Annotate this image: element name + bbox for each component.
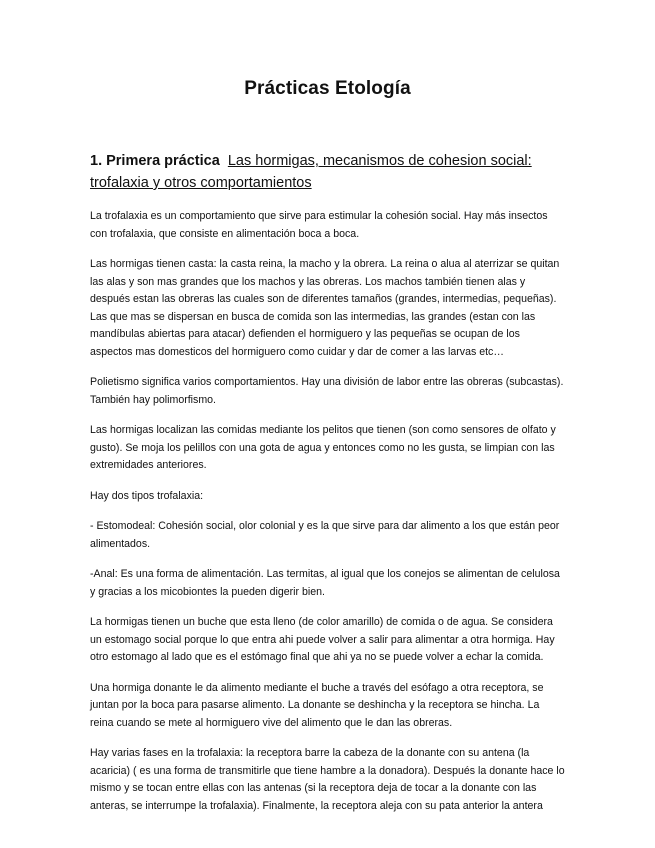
paragraph-7: -Anal: Es una forma de alimentación. Las termitas, al igual que los conejos se alimentan de celulosa y gracias a los micobiontes la pueden digerir bien. <box>90 568 560 598</box>
section-title-link[interactable]: Las hormigas, mecanismos de cohesion social: trofalaxia y otros comportamientos <box>90 153 532 191</box>
paragraph-5: Hay dos tipos trofalaxia: <box>90 489 204 502</box>
paragraph-3: Polietismo significa varios comportamientos. Hay una división de labor entre las obreras (subcastas). También hay polimorfismo. <box>90 376 564 406</box>
section-number-label: 1. Primera práctica <box>90 153 220 169</box>
paragraph-4: Las hormigas localizan las comidas mediante los pelitos que tienen (son como sensores de olfato y gusto). Se moja los pelillos con una gota de agua y entonces como no les gusta, se limpian con las extremidades anteriores. <box>90 424 556 471</box>
page-title: Prácticas Etología <box>244 78 411 99</box>
paragraph-8: La hormigas tienen un buche que esta lleno (de color amarillo) de comida o de agua. Se considera un estomago social porque lo que entra ahi puede volver a salir para alimentar a otra hormiga. Hay otro estomago al lado que es el estómago final que ahi ya no se puede volver a echar la comida. <box>90 616 555 663</box>
section-heading <box>90 150 565 194</box>
paragraph-1: La trofalaxia es un comportamiento que sirve para estimular la cohesión social. Hay más insectos con trofalaxia, que consiste en alimentación boca a boca. <box>90 210 548 240</box>
paragraph-9: Una hormiga donante le da alimento mediante el buche a través del esófago a otra receptora, se juntan por la boca para pasarse alimento. La donante se deshincha y la receptora se hincha. La reina cuando se mete al hormiguero vive del alimento que le dan las obreras. <box>90 681 544 729</box>
paragraph-2: Las hormigas tienen casta: la casta reina, la macho y la obrera. La reina o alua al aterrizar se quitan las alas y son mas grandes que los machos y las obreras. Los machos también tienen alas y después estan las obreras las cuales son de diferentes tamaños (grandes, intermedias, pequeñas). Las que mas se dispersan en busca de comida son las intermedias, las grandes (estan con las mandíbulas abiertas para atacar) defienden el hormiguero y las pequeñas se ocupan de los aspectos mas domesticos del hormiguero como cuidar y dar de comer a las larvas etc… <box>90 258 560 358</box>
paragraph-6: - Estomodeal: Cohesión social, olor colonial y es la que sirve para dar alimento a los que están peor alimentados. <box>90 520 560 550</box>
body-text <box>90 208 565 815</box>
paragraph-10: Hay varias fases en la trofalaxia: la receptora barre la cabeza de la donante con su antena (la acaricia) ( es una forma de transmitirle que tiene hambre a la donadora). Después la donante hace lo mismo y se tocan entre ellas con las antenas (si la receptora deja de tocar a la donante con las anteras, se interrumpe la trofalaxia). Finalmente, la receptora aleja con su pata anterior la antera <box>90 747 565 812</box>
